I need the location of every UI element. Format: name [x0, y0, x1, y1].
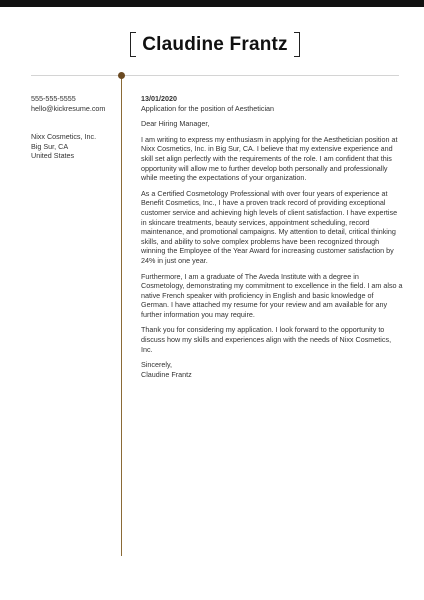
recipient-company: Nixx Cosmetics, Inc.: [31, 132, 97, 142]
recipient-country: United States: [31, 151, 75, 161]
letter-subject: Application for the position of Aesthetician: [141, 103, 275, 113]
top-bar: [0, 0, 424, 7]
letter-greeting: Dear Hiring Manager,: [141, 119, 210, 129]
letter-paragraph: Thank you for considering my application. I look forward to the opportunity to discuss how my skills and experiences align with the needs of Nixx Cosmetics, Inc.: [141, 325, 392, 354]
vertical-divider: [121, 76, 122, 556]
name-header: [130, 32, 300, 57]
letter-paragraph: Furthermore, I am a graduate of The Aveda Institute with a degree in Cosmetology, demonstrating my commitment to excellence in the field. I am also a native French speaker with proficiency in English and basic knowledge of German. I have attached my resume for your review and am available for any further information you may require.: [141, 271, 403, 319]
letter-closing: Sincerely,: [141, 360, 173, 370]
letter-body: [141, 94, 403, 379]
sender-contact-block: [31, 94, 115, 161]
letter-date: 13/01/2020: [141, 94, 177, 103]
divider-dot: [118, 72, 125, 79]
sender-email: hello@kickresume.com: [31, 103, 106, 113]
sender-phone: 555-555-5555: [31, 94, 76, 103]
letter-paragraph: As a Certified Cosmetology Professional with over four years of experience at Benefit Cosmetics, Inc., I have a proven track record of providing exceptional customer service and achieving high levels of client satisfaction. I have expertise in skincare treatments, beauty services, appointment scheduling, record maintenance, and promotional campaigns. My attention to detail, critical thinking skills, and ability to solve complex problems have been recognized through winning the Employee of the Year Award for increasing customer satisfaction by 24% in just one year.: [141, 188, 398, 265]
horizontal-divider: [31, 75, 399, 76]
recipient-city: Big Sur, CA: [31, 141, 69, 151]
letter-signature: Claudine Frantz: [141, 369, 192, 379]
letter-paragraph: I am writing to express my enthusiasm in applying for the Aesthetician position at Nixx Cosmetics, Inc. in Big Sur, CA. I believe that my extensive experience and skill set align perfectly with the requirements of the role. I am confident that this opportunity will allow me to further develop both personally and professionally while meeting the expectations of your organization.: [141, 134, 398, 183]
applicant-name: Claudine Frantz: [142, 34, 288, 55]
